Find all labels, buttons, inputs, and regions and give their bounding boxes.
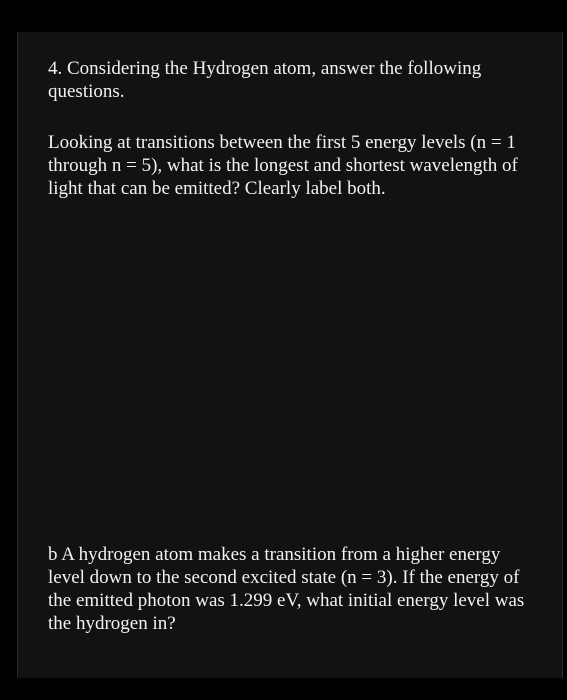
part-b-line: level down to the second excited state (n = 3). If the energy of <box>48 567 520 588</box>
question-heading-line: questions. <box>48 81 125 102</box>
part-a-line: Looking at transitions between the first 5 energy levels (n = 1 <box>48 132 516 153</box>
question-heading-line: 4. Considering the Hydrogen atom, answer the following <box>48 58 482 79</box>
part-a-line: through n = 5), what is the longest and shortest wavelength of <box>48 155 518 176</box>
question-part-a <box>48 131 553 200</box>
part-a-line: light that can be emitted? Clearly label both. <box>48 178 386 199</box>
part-b-line: the emitted photon was 1.299 eV, what initial energy level was <box>48 590 525 611</box>
question-part-b <box>48 543 553 635</box>
part-b-line: b A hydrogen atom makes a transition from a higher energy <box>48 544 501 565</box>
part-b-line: the hydrogen in? <box>48 613 176 634</box>
question-heading <box>48 57 553 103</box>
